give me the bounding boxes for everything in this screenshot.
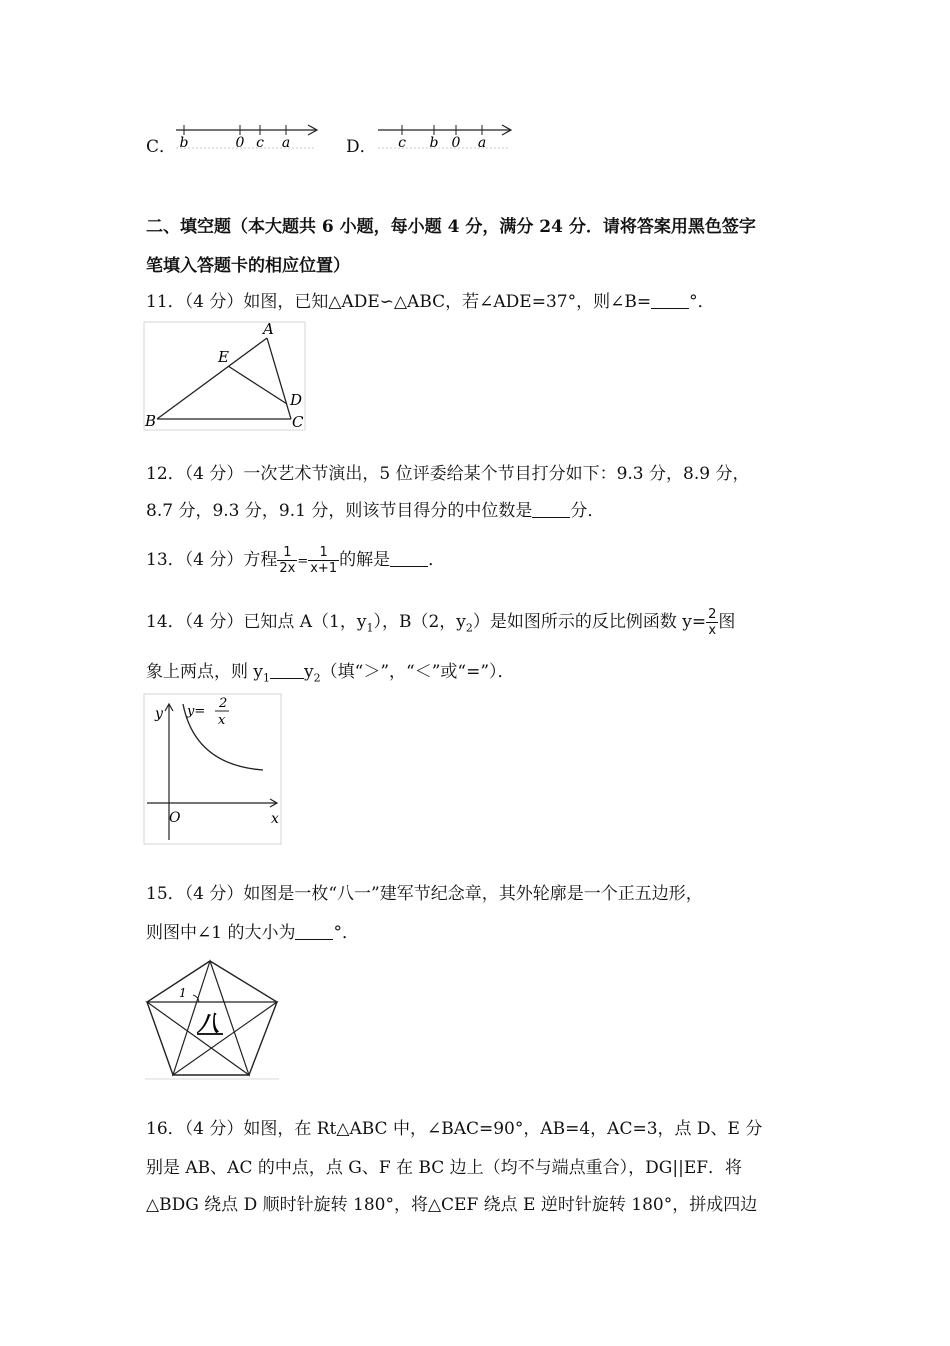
- q14-line1: 14．（4 分）已知点 A（1，$y_1$），B（2，$y_2$）是如图所示的反比例函数 y= $\frac{2}{x}$ 图: [146, 607, 736, 638]
- q12-answer-blank[interactable]: [532, 499, 570, 518]
- d-label-0: 0: [451, 135, 461, 151]
- q14-graph-fn-den: x: [218, 713, 226, 728]
- q13-text: 13．（4 分）方程 $\frac{1}{2x}$ = $\frac{1}{x+1}$ 的解是 ．: [146, 545, 446, 576]
- q13-fraction-2: $\frac{1}{x+1}$: [310, 545, 338, 576]
- q11-answer-blank[interactable]: [651, 290, 689, 309]
- c-label-0: 0: [235, 135, 245, 151]
- q14-answer-blank[interactable]: [270, 660, 304, 679]
- q11-label-e: E: [218, 348, 229, 366]
- d-label-b: b: [429, 135, 439, 151]
- c-label-b: b: [179, 135, 189, 151]
- q15-line1: 15．（4 分）如图是一枚“八一”建军节纪念章，其外轮廓是一个正五边形，: [146, 884, 703, 904]
- q15-center-char: 八: [197, 1011, 220, 1037]
- q12-line1: 12．（4 分）一次艺术节演出，5 位评委给某个节目打分如下：9.3 分，8.9 分，: [146, 464, 750, 484]
- q14-graph-origin-label: O: [169, 810, 181, 826]
- number-line-c: [174, 120, 322, 154]
- option-c-label: C．: [146, 137, 177, 157]
- q11-triangle-figure: [143, 318, 308, 432]
- q11-label-a: A: [263, 320, 274, 338]
- c-label-c: c: [256, 135, 264, 151]
- section-heading-line1: 二、填空题（本大题共 6 小题，每小题 4 分，满分 24 分．请将答案用黑色签字: [146, 217, 756, 237]
- q11-label-d: D: [290, 391, 303, 409]
- q15-answer-blank[interactable]: [295, 921, 333, 940]
- q12-line2: 8.7 分，9.3 分，9.1 分，则该节目得分的中位数是 分．: [146, 501, 605, 521]
- section-heading-line2: 笔填入答题卡的相应位置）: [146, 256, 350, 276]
- q16-line2: 别是 AB、AC 的中点，点 G、F 在 BC 边上（均不与端点重合），DG||EF．将: [146, 1158, 743, 1178]
- q11-label-b: B: [145, 412, 157, 430]
- q15-pentagon-figure: [143, 957, 283, 1083]
- c-label-a: a: [281, 135, 291, 151]
- q15-line2: 则图中∠1 的大小为 °．: [146, 923, 359, 943]
- q13-fraction-1: $\frac{1}{2x}$: [279, 545, 296, 576]
- q14-graph-fn-label: y=: [187, 704, 206, 719]
- number-line-d: [376, 120, 516, 154]
- d-label-c: c: [398, 135, 406, 151]
- q11-text: 11．（4 分）如图，已知△ADE∽△ABC，若∠ADE=37°，则∠B= °．: [146, 292, 715, 312]
- d-label-a: a: [477, 135, 487, 151]
- q14-graph-x-label: x: [271, 811, 279, 827]
- q16-line1: 16．（4 分）如图，在 Rt△ABC 中，∠BAC=90°，AB=4，AC=3，点 D、E 分: [146, 1119, 763, 1139]
- q14-hyperbola-graph: [143, 690, 285, 846]
- q15-angle-label: 1: [179, 986, 187, 1000]
- option-d-label: D．: [346, 137, 377, 157]
- q13-answer-blank[interactable]: [390, 548, 428, 567]
- q14-graph-y-label: y: [155, 706, 163, 722]
- q11-label-c: C: [292, 413, 304, 431]
- q16-line3: △BDG 绕点 D 顺时针旋转 180°，将△CEF 绕点 E 逆时针旋转 180°，拼成四边: [146, 1195, 758, 1215]
- q14-graph-fn-num: 2: [219, 696, 228, 711]
- q14-line2: 象上两点，则 $y_1$ $y_2$（填“＞”，“＜”或“=”）．: [146, 662, 515, 685]
- q14-fraction: $\frac{2}{x}$: [708, 607, 717, 638]
